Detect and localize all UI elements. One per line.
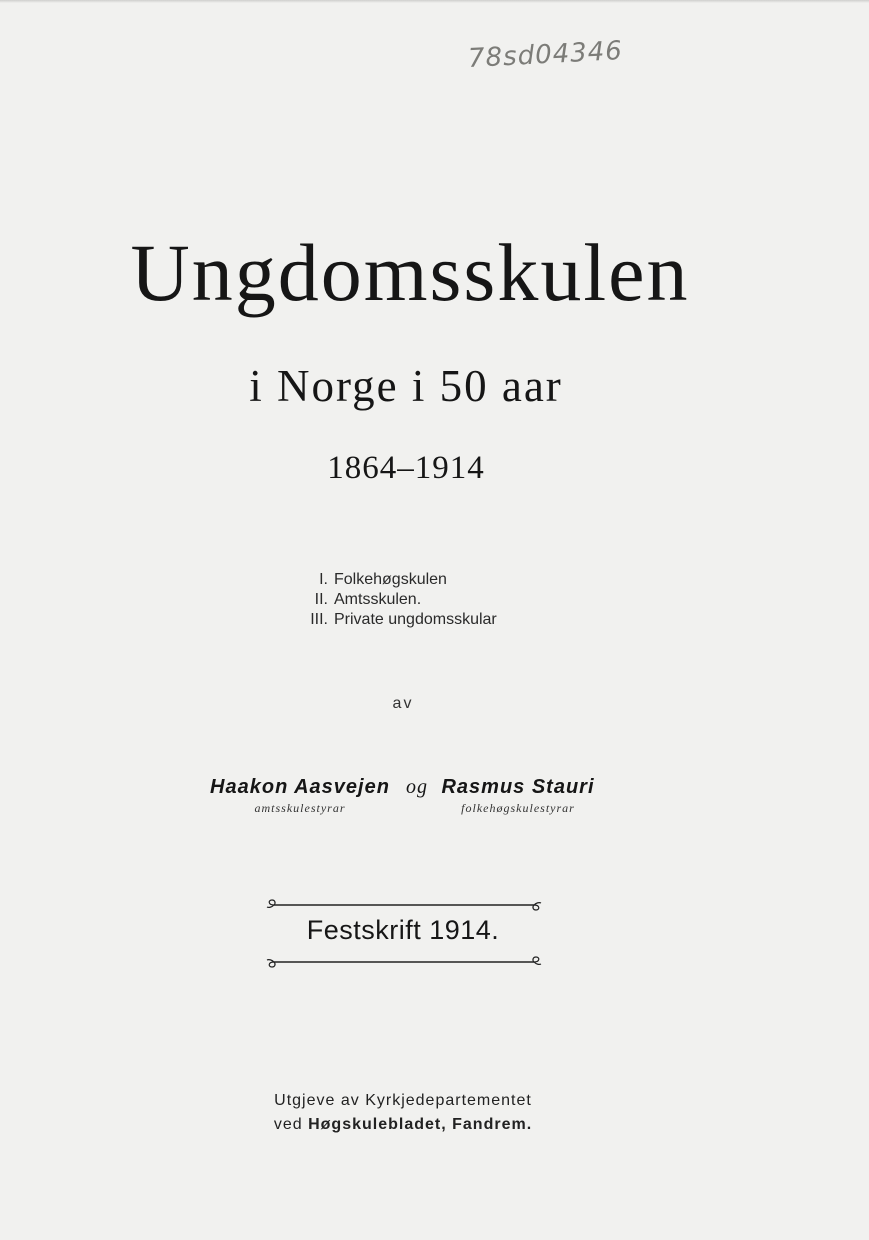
author-role: folkehøgskulestyrar [461,801,575,815]
festskrift-label: Festskrift 1914. [306,915,500,945]
author-role: amtsskulestyrar [254,801,346,815]
publisher-block [0,1092,806,1134]
list-item [296,591,497,611]
publisher-prefix: ved [273,1116,303,1133]
book-title: Ungdomsskulen [130,227,690,318]
ornamental-rule-bottom [266,955,542,969]
publisher-name: Høgskulebladet, Fandrem. [308,1116,533,1133]
list-item-numeral: III. [310,611,328,628]
list-item [296,571,497,591]
book-subtitle: i Norge i 50 aar [249,361,563,411]
publisher-line: Utgjeve av Kyrkjedepartementet [274,1092,532,1109]
publisher-imprint [0,1116,806,1134]
contents-list [296,571,497,631]
list-item-numeral: II. [314,591,328,608]
by-label: av [392,695,414,712]
author-conjunction: og [406,776,428,798]
author-name: Haakon Aasvejen [210,776,390,798]
list-item-text: Amtsskulen. [334,591,422,608]
author-2 [436,776,600,816]
top-edge-divider [0,0,869,3]
list-item [296,611,497,631]
handwritten-shelfmark: 78sd04346 [467,35,624,75]
author-name: Rasmus Stauri [441,776,595,798]
list-item-numeral: I. [319,571,328,588]
list-item-text: Folkehøgskulen [334,571,447,588]
authors-block [206,776,606,820]
ornamental-rule-top [266,898,542,912]
list-item-text: Private ungdomsskular [334,611,497,628]
author-1 [206,776,394,816]
year-range: 1864–1914 [327,450,485,486]
